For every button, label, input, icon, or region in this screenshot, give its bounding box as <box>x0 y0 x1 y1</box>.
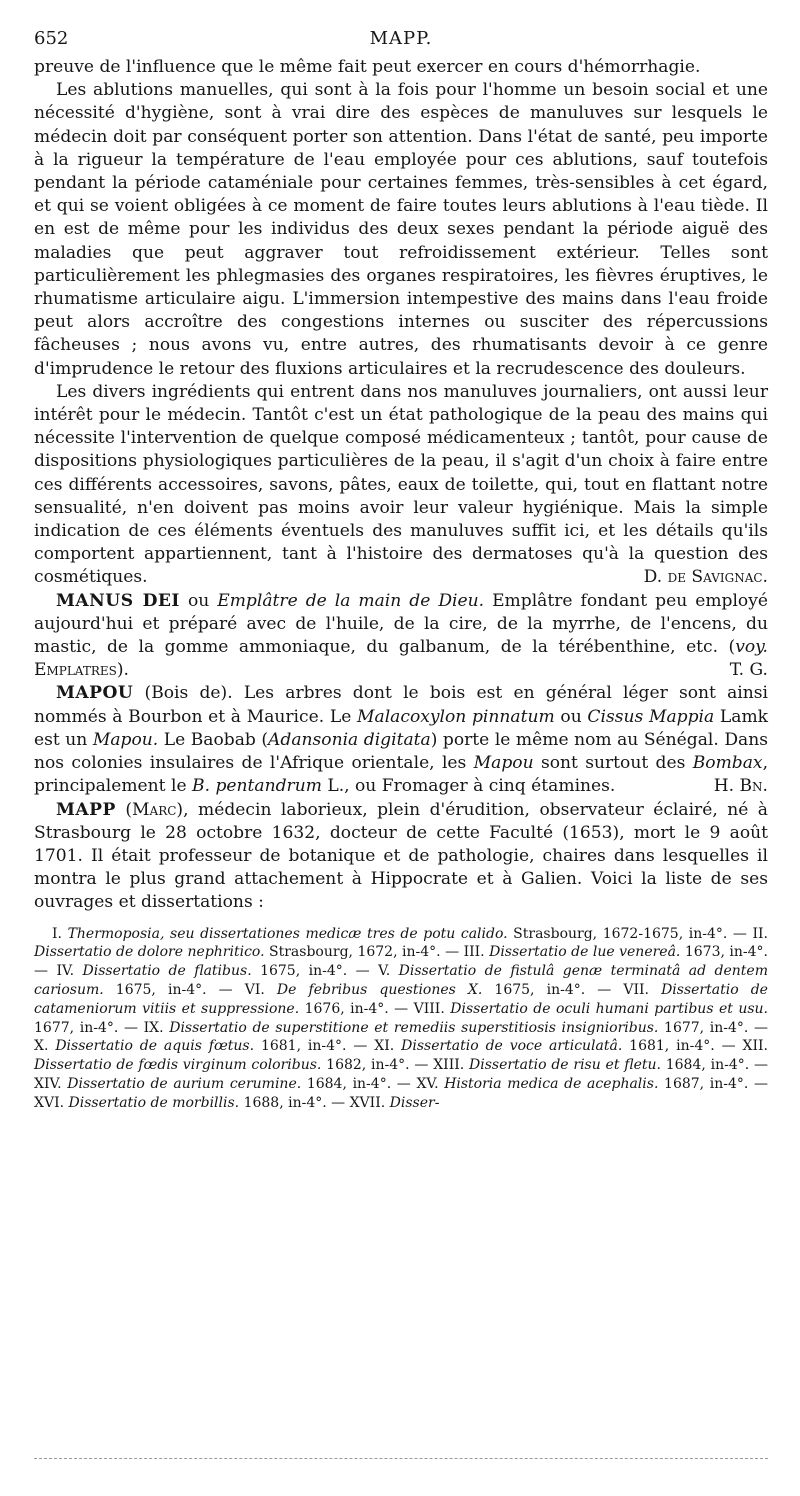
bib-title: Disser- <box>389 1094 440 1111</box>
paragraph-ingredients <box>34 381 768 590</box>
bib-imprint: 1677, in-4°. — <box>658 1019 769 1036</box>
bib-number: XII. <box>742 1038 768 1055</box>
bib-item <box>34 1038 374 1054</box>
bib-number: III. <box>463 944 490 961</box>
taxon-name: Bombax <box>692 753 763 774</box>
bib-imprint: 1682, in-4°. — <box>321 1057 434 1074</box>
bib-item <box>34 1076 416 1092</box>
bib-imprint: 1681, in-4°. — <box>254 1038 375 1055</box>
text-run: Lamk est un <box>34 706 769 750</box>
bib-item <box>374 1038 742 1054</box>
bib-number: X. <box>34 1038 56 1055</box>
bib-item <box>433 1057 768 1073</box>
page-number: 652 <box>34 28 69 49</box>
signature-savignac: D. de Savignac. <box>643 567 768 588</box>
bib-title: Historia medica de acephalis. <box>444 1075 659 1092</box>
taxon-name: Mapou. <box>92 729 159 750</box>
bib-title: Dissertatio de superstitione et remediis superstitiosis insignioribus. <box>169 1019 659 1036</box>
entry-mapou <box>34 682 768 798</box>
headword-manus-dei: MANUS DEI <box>56 590 180 611</box>
bib-imprint: 1687, in-4°. — <box>658 1075 769 1092</box>
bibliography-list <box>34 925 768 1113</box>
bib-title: Dissertatio de catameniorum vitiis et suppressione. <box>34 981 768 1017</box>
bib-title: Dissertatio de aquis fœtus. <box>55 1038 255 1055</box>
bib-imprint: 1684, in-4°. — <box>301 1075 417 1092</box>
signature-tg: T. G. <box>729 660 768 681</box>
page-header <box>34 28 768 56</box>
continuation-line: preuve de l'influence que le même fait peut exercer en cours d'hémorrhagie. <box>34 57 701 77</box>
bib-number: VIII. <box>413 1000 451 1017</box>
text-run: sont surtout des <box>540 753 686 774</box>
bib-item <box>144 1020 768 1036</box>
bib-item <box>416 1076 768 1092</box>
gloss: (Bois de). <box>144 683 233 704</box>
bib-title: Thermoposia, seu dissertationes medicæ tres de potu calido. <box>67 925 508 942</box>
ref-emplatres-link[interactable]: Emplatres <box>34 660 117 681</box>
bib-title: Dissertatio de risu et fletu. <box>469 1057 661 1074</box>
bib-number: XIV. <box>34 1075 68 1092</box>
bib-imprint: 1688, in-4°. — <box>239 1094 350 1111</box>
taxon-name: Malacoxylon pinnatum <box>357 706 555 727</box>
bib-number: IV. <box>56 963 83 980</box>
bib-item <box>52 926 752 942</box>
article-body <box>34 56 768 915</box>
text-run: Les arbres dont le bois est en général léger sont ainsi nommés à Bourbon et à Maurice. Le <box>34 683 768 727</box>
bib-imprint: Strasbourg, 1672, in-4°. — <box>264 944 464 961</box>
ref-open: ( <box>728 637 736 658</box>
bib-number: I. <box>52 925 68 942</box>
entry-manus-dei <box>34 590 768 683</box>
bib-number: XIII. <box>433 1057 469 1074</box>
bibliography <box>34 925 768 1113</box>
bib-title: Dissertatio de aurium cerumine. <box>67 1075 302 1092</box>
given-name: (Marc), <box>125 799 189 820</box>
ref-close: ). <box>116 660 129 681</box>
headword-mapp: MAPP <box>56 799 116 820</box>
connector: ou <box>187 590 210 611</box>
page <box>34 28 768 1112</box>
bib-number: VII. <box>623 981 662 998</box>
paragraph-ingredients-text: Les divers ingrédients qui entrent dans nos manuluves journaliers, ont aussi leur intérêt pour le médecin. Tantôt c'est un état pathologique de la peau des mains qui nécessite l'intervention de quelque composé médicamenteux ; tantôt, pour cause de dispositions physiologiques particulières de la peau, il s'agit d'un choix à faire entre ces différents accessoires, savons, pâtes, eaux de toilette, qui, tout en flattant notre sensualité, n'en doivent pas moins avoir leur valeur hygiénique. Mais la simple indication de ces éléments éventuels des manuluves suffit ici, et les détails qu'ils comportent appartiennent, tant à l'histoire des dermatoses qu'à la question des cosmétiques. <box>34 381 768 588</box>
bib-title: Dissertatio de voce articulatâ. <box>401 1038 623 1055</box>
running-head: MAPP. <box>369 28 433 49</box>
bib-title: Dissertatio de dolore nephritico. <box>34 944 265 961</box>
bib-number: II. <box>752 925 768 942</box>
bib-number: XVII. <box>349 1094 390 1111</box>
bib-imprint: 1676, in-4°. — <box>299 1000 414 1017</box>
entry-text: médecin laborieux, plein d'érudition, observateur éclairé, né à Strasbourg le 28 octobre 1632, docteur de cette Faculté (1653), mort le 9 août 1701. Il était professeur de botanique et de pathologie, chaires dans lesquelles il montra le plus grand attachement à Hippocrate et à Galien. Voici la liste de ses ouvrages et dissertations : <box>34 799 768 913</box>
bib-title: Dissertatio de oculi humani partibus et usu. <box>450 1000 768 1017</box>
bib-imprint: 1681, in-4°. — <box>622 1038 743 1055</box>
text-run: ) porte le même nom au Sénégal. Dans nos colonies insulaires de l'Afrique orientale, les <box>34 729 769 774</box>
bib-imprint: 1684, in-4°. — <box>660 1057 768 1074</box>
bib-number: XVI. <box>34 1094 69 1111</box>
bib-imprint: 1675, in-4°. — <box>251 963 379 980</box>
bib-number: VI. <box>244 981 277 998</box>
bib-title: De febribus questiones X. <box>276 981 483 998</box>
bib-imprint: 1675, in-4°. — <box>103 981 245 998</box>
taxon-name: Cissus Mappia <box>587 706 715 727</box>
text-run: , principalement le <box>34 753 768 797</box>
taxon-name: Mapou <box>473 753 534 774</box>
text-run: Le Baobab ( <box>163 729 269 750</box>
bib-imprint: 1673, in-4°. — <box>34 944 769 980</box>
bib-item <box>34 1095 350 1111</box>
ref-voy: voy. <box>735 637 768 658</box>
text-run: ou <box>560 706 582 727</box>
taxon-name: Adansonia digitata <box>268 729 431 750</box>
bib-item <box>245 982 624 998</box>
bib-title: Dissertatio de morbillis. <box>68 1094 240 1111</box>
bib-title: Dissertatio de fistulâ genæ terminatâ ad dentem cariosum. <box>34 963 768 998</box>
headword-mapou: MAPOU <box>56 683 134 704</box>
bib-imprint: 1677, in-4°. — <box>34 1019 144 1036</box>
bib-title: Dissertatio de lue venereâ. <box>489 944 681 961</box>
bib-number: V. <box>378 963 399 980</box>
bib-number: XV. <box>416 1075 445 1092</box>
alt-title: Emplâtre de la main de Dieu. <box>217 590 485 611</box>
bib-title: Dissertatio de fœdis virginum coloribus. <box>34 1057 322 1074</box>
bib-item <box>350 1095 440 1111</box>
taxon-name: B. pentandrum <box>192 776 322 797</box>
signature-hbn: H. Bn. <box>713 776 768 797</box>
bib-title: Dissertatio de flatibus. <box>82 963 252 980</box>
bib-imprint: 1675, in-4°. — <box>482 981 624 998</box>
paragraph-ablutions: Les ablutions manuelles, qui sont à la fois pour l'homme un besoin social et une nécessité d'hygiène, sont à vrai dire des espèces de manuluves sur lesquels le médecin doit par conséquent porter son attention. Dans l'état de santé, peu importe à la rigueur la température de l'eau employée pour ces ablutions, sauf toutefois pendant la période cataméniale pour certaines femmes, très-sensibles à cet égard, et qui se voient obligées à ce moment de faire toutes leurs ablutions à l'eau tiède. Il en est de même pour les individus des deux sexes pendant la période aiguë des maladies que peut aggraver tout refroidissement extérieur. Telles sont particulièrement les phlegmasies des organes respiratoires, les fièvres éruptives, le rhumatisme articulaire aigu. L'immersion intempestive des mains dans l'eau froide peut alors accroître des congestions internes ou susciter des répercussions fâcheuses ; nous avons vu, entre autres, des rhumatisants devoir à ce genre d'imprudence le retour des fluxions articulaires et la recrudescence des douleurs. <box>34 80 768 379</box>
footer-rule <box>34 1458 768 1459</box>
bib-imprint: Strasbourg, 1672-1675, in-4°. — <box>507 925 753 942</box>
bib-item <box>56 963 378 979</box>
entry-text: Emplâtre fondant peu employé aujourd'hui et préparé avec de l'huile, de la cire, de la myrrhe, de l'encens, du mastic, de la gomme ammoniaque, du galbanum, de la térébenthine, etc. <box>34 590 768 658</box>
bib-number: IX. <box>143 1019 170 1036</box>
entry-mapp <box>34 799 768 915</box>
text-run: L., ou Fromager à cinq étamines. <box>327 776 616 797</box>
bib-number: XI. <box>374 1038 402 1055</box>
